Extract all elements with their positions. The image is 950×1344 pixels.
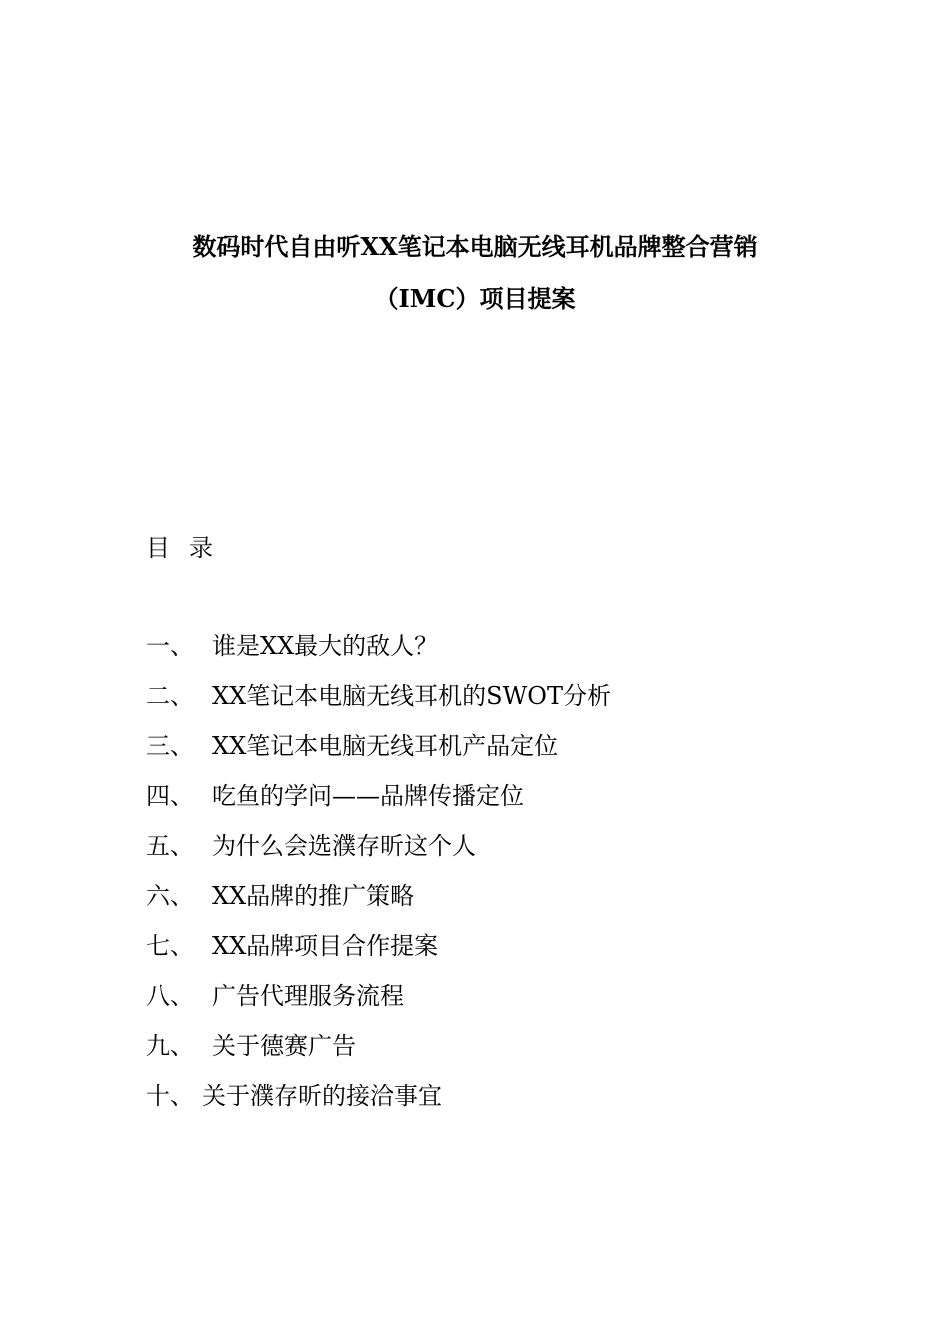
toc-item bbox=[146, 681, 611, 731]
toc-item-number: 九、 bbox=[146, 1032, 194, 1060]
toc-item-number: 十、 bbox=[146, 1082, 194, 1110]
toc-item bbox=[146, 1031, 611, 1081]
toc-item-text: XX笔记本电脑无线耳机的SWOT分析 bbox=[212, 682, 611, 710]
toc-item bbox=[146, 1081, 611, 1131]
toc-heading-char-2: 录 bbox=[189, 534, 213, 562]
toc-item-text: 关于濮存昕的接洽事宜 bbox=[202, 1082, 442, 1110]
toc-item bbox=[146, 781, 611, 831]
toc-item-number: 四、 bbox=[146, 782, 194, 810]
toc-item-text: XX笔记本电脑无线耳机产品定位 bbox=[212, 732, 559, 760]
toc-item bbox=[146, 881, 611, 931]
toc-heading bbox=[146, 533, 213, 563]
toc-item-text: 广告代理服务流程 bbox=[212, 982, 404, 1010]
toc-item-number: 六、 bbox=[146, 882, 194, 910]
toc-item-number: 八、 bbox=[146, 982, 194, 1010]
toc-item-number: 二、 bbox=[146, 682, 194, 710]
toc-heading-char-1: 目 bbox=[146, 534, 170, 562]
toc-item bbox=[146, 831, 611, 881]
document-title-line-2: （IMC）项目提案 bbox=[374, 284, 576, 313]
toc-item-number: 七、 bbox=[146, 932, 194, 960]
toc-item-text: XX品牌项目合作提案 bbox=[212, 932, 439, 960]
toc-item-text: XX品牌的推广策略 bbox=[212, 882, 415, 910]
toc-item bbox=[146, 731, 611, 781]
toc-item-number: 一、 bbox=[146, 632, 194, 660]
table-of-contents bbox=[146, 631, 611, 1131]
toc-item-number: 五、 bbox=[146, 832, 194, 860]
toc-item-number: 三、 bbox=[146, 732, 194, 760]
toc-item-text: 谁是XX最大的敌人？ bbox=[212, 632, 439, 660]
toc-item bbox=[146, 931, 611, 981]
toc-item bbox=[146, 981, 611, 1031]
toc-item-text: 关于德赛广告 bbox=[212, 1032, 356, 1060]
toc-item-text: 吃鱼的学问——品牌传播定位 bbox=[212, 782, 524, 810]
toc-item-text: 为什么会选濮存昕这个人 bbox=[212, 832, 476, 860]
toc-item bbox=[146, 631, 611, 681]
document-title-line-1: 数码时代自由听XX笔记本电脑无线耳机品牌整合营销 bbox=[192, 232, 758, 261]
